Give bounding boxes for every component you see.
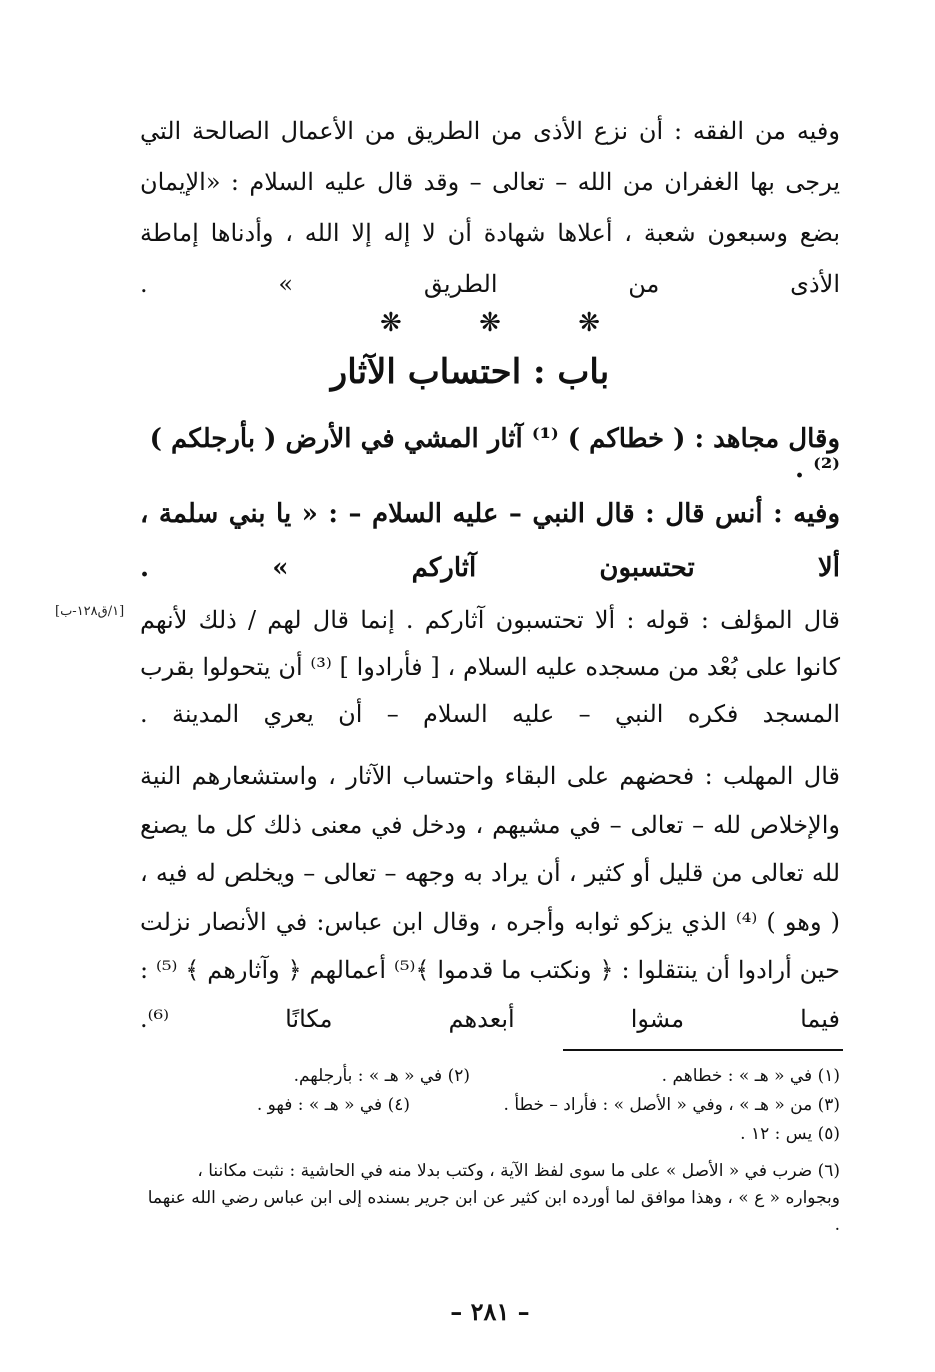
footnote-4: (٤) في « هـ » : فهو . [256, 1095, 410, 1115]
intro-paragraph: وفيه من الفقه : أن نزع الأذى من الطريق من الأعمال الصالحة التي يرجى بها الغفران من الله – تعالى – وقد قال عليه السلام : «الإيمان بضع وسبعون شعبة ، أعلاها شهادة أن لا إله إلا الله ، وأدناها إماطة الأذى من الطريق » . [140, 117, 840, 298]
author-paragraph: قال المؤلف : قوله : ألا تحتسبون آثاركم . إنما قال لهم / ذلك لأنهم كانوا على بُعْد من مسجده عليه السلام ، [ فأرادوا ] ⁽³⁾ أن يتحولوا بقرب المسجد فكره النبي – عليه السلام – أن يعري المدينة . [140, 606, 841, 728]
footnote-row [140, 1092, 840, 1119]
page-number: – ٢٨١ – [450, 1297, 530, 1326]
hadith-paragraph: وفيه : أنس قال : قال النبي – عليه السلام – : « يا بني سلمة ، ألا تحتسبون آثاركم » . [140, 499, 840, 583]
footnote-6: (٦) ضرب في « الأصل » على ما سوى لفظ الآية ، وكتب بدلا منه في الحاشية : نثبت مكاننا ، وبجواره « ع » ، وهذا موافق لما أورده ابن كثير عن ابن جرير بسنده إلى ابن عباس رضي الله عنهما . [147, 1161, 840, 1235]
footnote-3: (٣) من « هـ » ، وفي « الأصل » : فأراد – خطأ . [503, 1095, 840, 1115]
footnote-row [170, 1063, 840, 1090]
footnote-divider [563, 1049, 843, 1051]
star-ornament-icon: ❋ [380, 308, 402, 338]
section-separator [380, 308, 600, 338]
mujahid-line: وقال مجاهد : ( خطاكم ) ⁽¹⁾ آثار المشي في الأرض ( بأرجلكم )⁽²⁾ . [149, 424, 840, 484]
footnote-1: (١) في « هـ » : خطاهم . [661, 1066, 840, 1086]
muhallab-paragraph: قال المهلب : فحضهم على البقاء واحتساب الآثار ، واستشعارهم النية والإخلاص لله – تعالى – في مشيهم ، ودخل في معنى ذلك كل ما يصنع لله تعالى من قليل أو كثير ، أن يراد به وجهه – تعالى – ويخلص له فيه ، ( وهو ) ⁽⁴⁾ الذي يزكو ثوابه وأجره ، وقال ابن عباس: في الأنصار نزلت حين أرادوا أن ينتقلوا : ﴿ ونكتب ما قدموا ﴾⁽⁵⁾ أعمالهم ﴿ وآثارهم ﴾ ⁽⁵⁾ : فيما مشوا أبعدهم مكانًا ⁽⁶⁾. [140, 762, 840, 1033]
manuscript-folio-note: [١/ق١٢٨-ب] [55, 604, 125, 619]
star-ornament-icon: ❋ [578, 308, 600, 338]
star-ornament-icon: ❋ [479, 308, 501, 338]
footnote-5: (٥) يس : ١٢ . [740, 1124, 840, 1144]
chapter-title: باب : احتساب الآثار [330, 352, 610, 392]
footnote-2: (٢) في « هـ » : بأرجلهم. [293, 1066, 470, 1086]
